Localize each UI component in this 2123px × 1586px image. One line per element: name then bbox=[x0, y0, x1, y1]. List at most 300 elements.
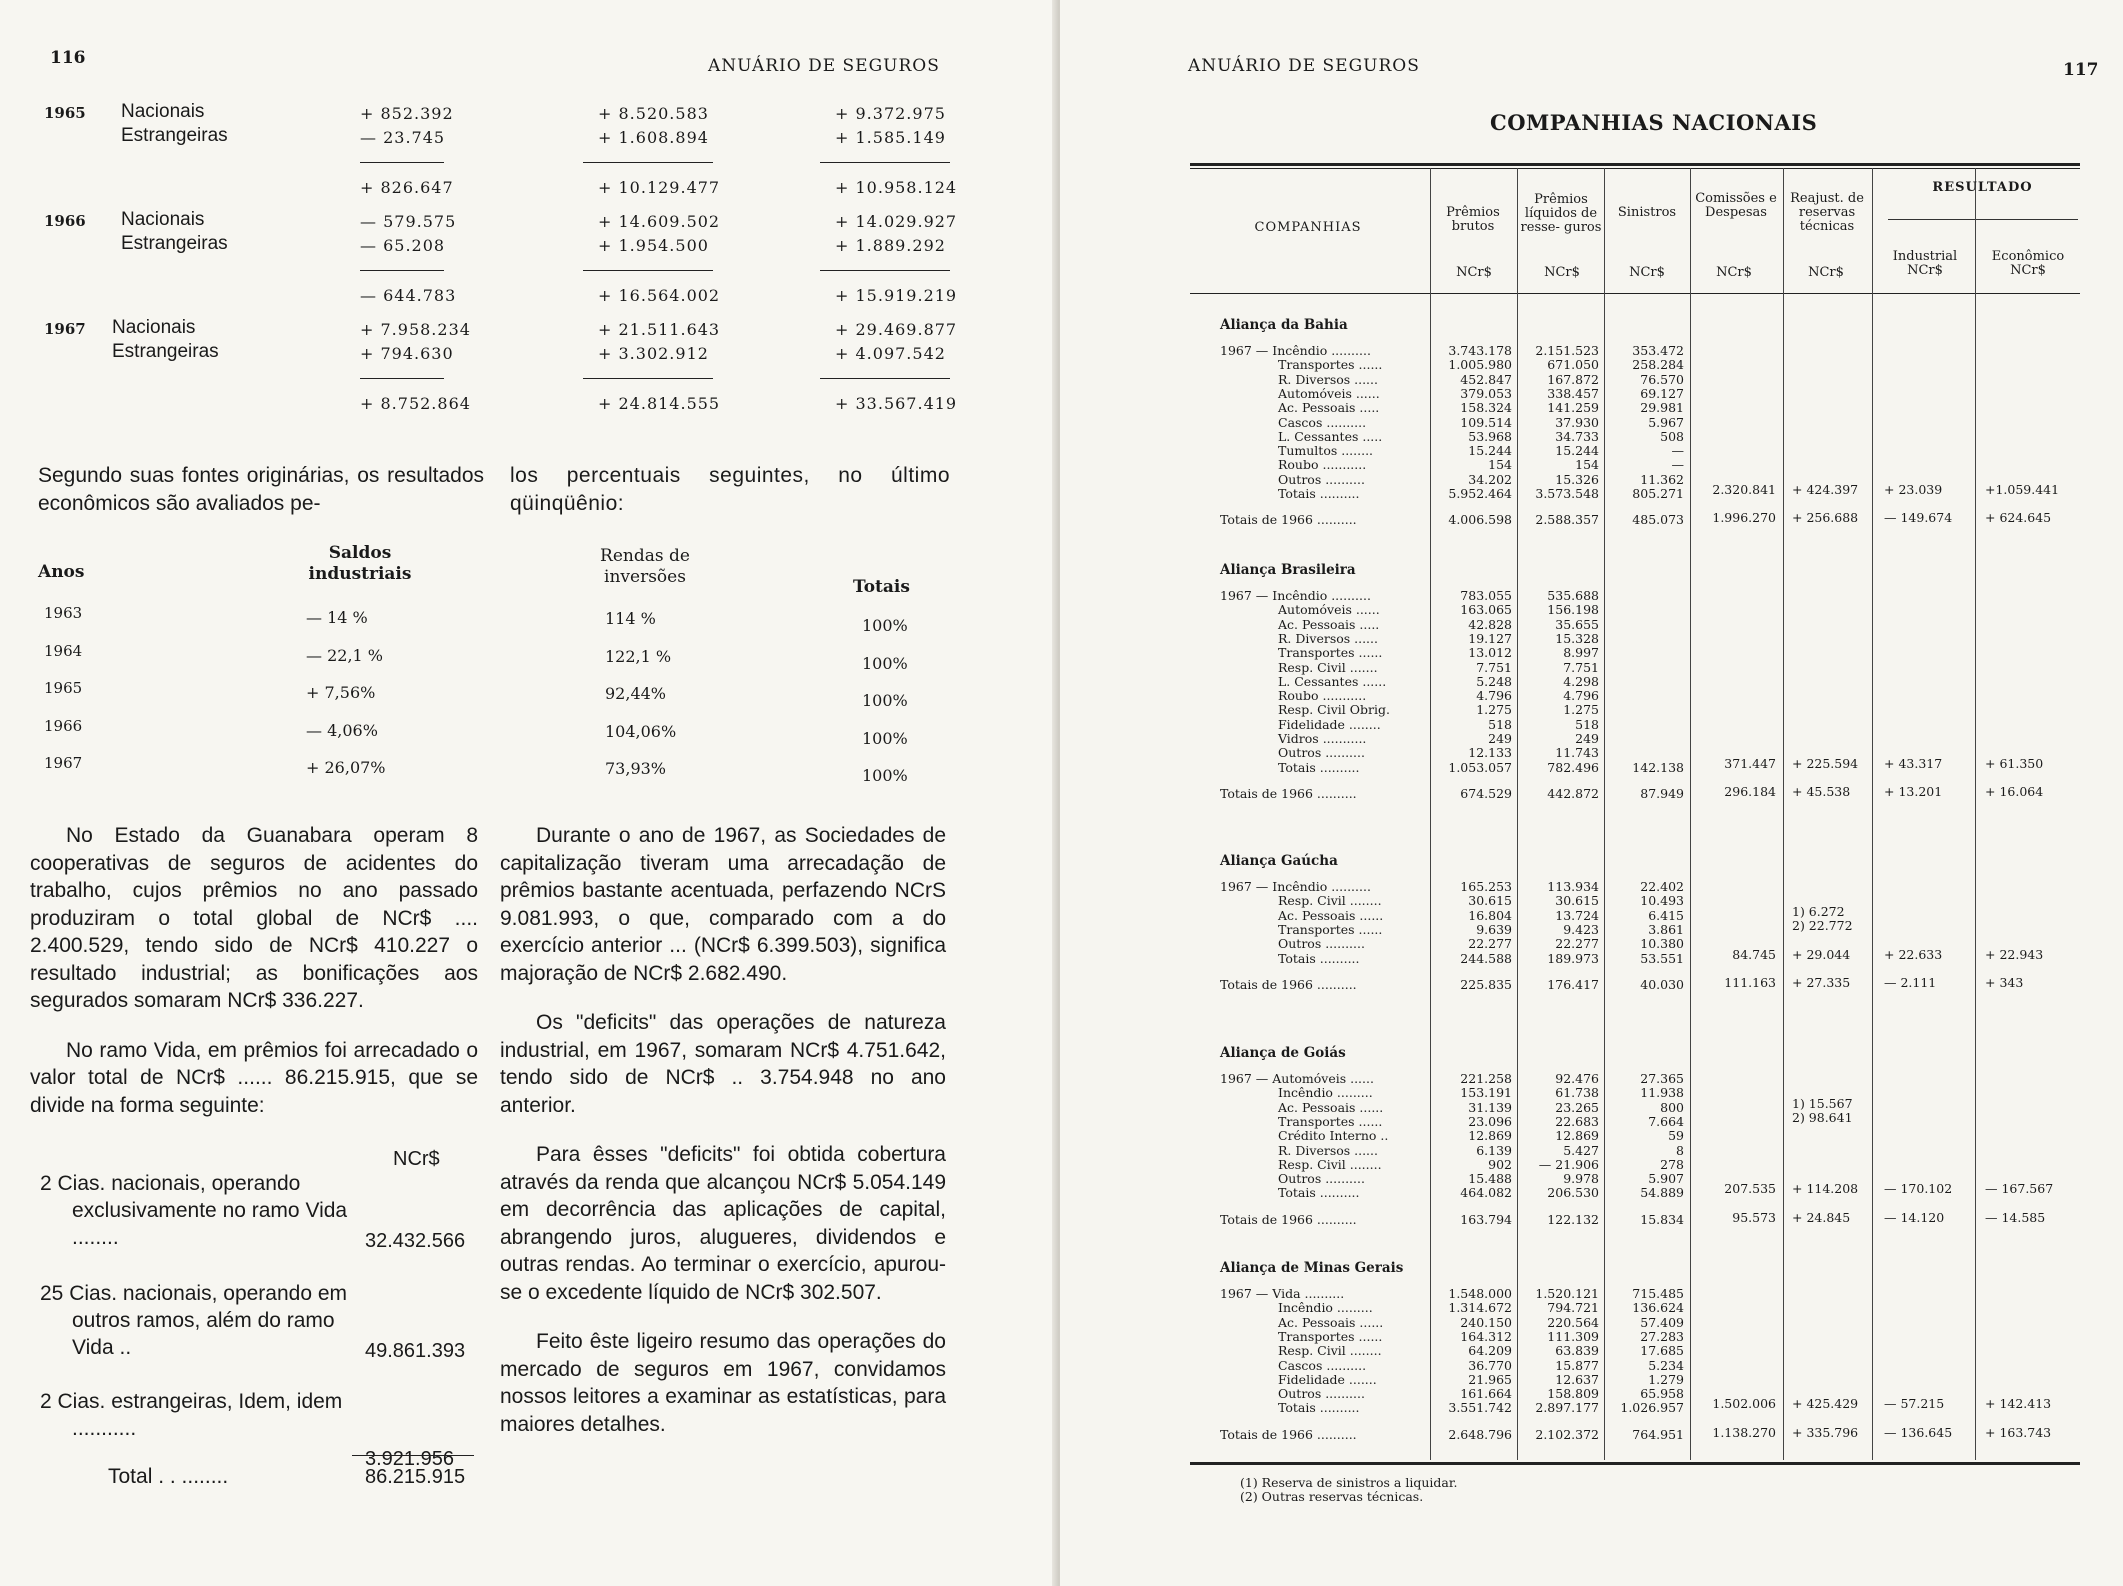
row-label: Nacionais bbox=[112, 317, 196, 338]
sinistros-cell: 508 bbox=[1660, 428, 1684, 444]
renda-cell: 104,06% bbox=[605, 721, 677, 741]
premios-brutos-cell: 23.096 bbox=[1468, 1113, 1512, 1129]
cell-value: + 14.609.502 bbox=[598, 212, 721, 231]
premios-liquidos-cell: 92.476 bbox=[1555, 1071, 1599, 1086]
premios-liquidos-cell: 2.588.357 bbox=[1535, 512, 1599, 528]
column-rule bbox=[1604, 168, 1605, 1460]
table-bottom-rule bbox=[1190, 1462, 2080, 1465]
column-rule bbox=[1517, 168, 1518, 1460]
header-anos: Anos bbox=[38, 562, 85, 582]
premios-brutos-cell: 15.244 bbox=[1468, 443, 1512, 459]
page-number: 116 bbox=[50, 48, 86, 68]
premios-brutos-cell: 31.139 bbox=[1468, 1099, 1512, 1115]
premios-liquidos-cell: 15.326 bbox=[1555, 471, 1599, 487]
vida-row-value: 3.921.956 bbox=[365, 1448, 454, 1470]
row-label: L. Cessantes ...... bbox=[1278, 673, 1387, 689]
row-label: Cascos .......... bbox=[1278, 414, 1367, 430]
industrial-cell: — 2.111 bbox=[1884, 974, 1937, 990]
sinistros-cell: 59 bbox=[1668, 1128, 1684, 1144]
comissoes-cell: 1.138.270 bbox=[1712, 1424, 1776, 1440]
row-label: Totais .......... bbox=[1278, 759, 1360, 775]
cell-value: + 4.097.542 bbox=[835, 344, 946, 363]
premios-brutos-cell: 783.055 bbox=[1460, 588, 1512, 603]
premios-liquidos-cell: 156.198 bbox=[1547, 602, 1599, 618]
economico-cell: + 142.413 bbox=[1985, 1396, 2052, 1412]
premios-brutos-cell: 464.082 bbox=[1460, 1185, 1512, 1201]
row-label: Ac. Pessoais ..... bbox=[1278, 400, 1380, 416]
page-title: COMPANHIAS NACIONAIS bbox=[1490, 110, 1818, 135]
reajust-cell: + 27.335 bbox=[1792, 974, 1851, 990]
row-label: Roubo ........... bbox=[1278, 688, 1367, 704]
premios-brutos-cell: 452.847 bbox=[1460, 371, 1512, 387]
row-label: Cascos .......... bbox=[1278, 1357, 1367, 1373]
row-label: R. Diversos ...... bbox=[1278, 630, 1378, 646]
sinistros-cell: 800 bbox=[1660, 1099, 1684, 1115]
premios-liquidos-cell: 13.724 bbox=[1555, 907, 1599, 923]
header-economico: Econômico NCr$ bbox=[1991, 249, 2065, 278]
premios-brutos-cell: 674.529 bbox=[1460, 785, 1512, 801]
premios-liquidos-cell: 518 bbox=[1575, 716, 1599, 732]
saldo-cell: + 7,56% bbox=[306, 683, 376, 702]
row-label: Estrangeiras bbox=[121, 233, 228, 254]
footnote: (1) Reserva de sinistros a liquidar. bbox=[1240, 1475, 1458, 1490]
premios-brutos-cell: 163.065 bbox=[1460, 602, 1512, 618]
comissoes-cell: 371.447 bbox=[1724, 755, 1776, 771]
row-label: Ac. Pessoais ...... bbox=[1278, 1314, 1384, 1330]
sinistros-cell: 8 bbox=[1676, 1142, 1684, 1158]
row-label: Resp. Civil ........ bbox=[1278, 1343, 1382, 1359]
reajust-cell: + 256.688 bbox=[1792, 510, 1859, 526]
running-head: ANUÁRIO DE SEGUROS bbox=[708, 56, 940, 76]
premios-brutos-cell: 240.150 bbox=[1460, 1314, 1512, 1330]
year-cell: 1966 bbox=[44, 716, 83, 735]
premios-brutos-cell: 30.615 bbox=[1468, 893, 1512, 909]
premios-liquidos-cell: 189.973 bbox=[1547, 950, 1599, 966]
ncr-pb: NCr$ bbox=[1456, 265, 1492, 280]
cell-value: + 1.889.292 bbox=[835, 236, 946, 255]
premios-liquidos-cell: 1.275 bbox=[1563, 702, 1599, 718]
economico-cell: — 14.585 bbox=[1985, 1209, 2046, 1225]
row-label: 1967 — Automóveis ...... bbox=[1220, 1071, 1374, 1086]
premios-brutos-cell: 7.751 bbox=[1476, 659, 1512, 675]
premios-brutos-cell: 2.648.796 bbox=[1448, 1426, 1512, 1442]
cell-value: + 1.608.894 bbox=[598, 128, 709, 147]
total-value: + 10.958.124 bbox=[835, 178, 958, 197]
sum-rule bbox=[820, 162, 950, 163]
sinistros-cell: 278 bbox=[1660, 1156, 1684, 1172]
premios-liquidos-cell: 5.427 bbox=[1563, 1142, 1599, 1158]
industrial-cell: — 170.102 bbox=[1884, 1181, 1953, 1197]
sinistros-cell: 11.938 bbox=[1640, 1085, 1684, 1101]
reajust-cell: + 335.796 bbox=[1792, 1424, 1859, 1440]
premios-brutos-cell: 42.828 bbox=[1468, 616, 1512, 632]
premios-brutos-cell: 1.314.672 bbox=[1448, 1300, 1512, 1316]
total-value: + 10.129.477 bbox=[598, 178, 721, 197]
premios-brutos-cell: 1.053.057 bbox=[1448, 759, 1512, 775]
vida-row-value: 49.861.393 bbox=[365, 1340, 466, 1362]
premios-liquidos-cell: 30.615 bbox=[1555, 893, 1599, 909]
sinistros-cell: 69.127 bbox=[1640, 385, 1684, 401]
premios-liquidos-cell: 2.897.177 bbox=[1535, 1400, 1599, 1416]
sinistros-cell: 29.981 bbox=[1640, 400, 1684, 416]
premios-brutos-cell: 902 bbox=[1488, 1156, 1512, 1172]
row-label: Nacionais bbox=[121, 209, 205, 230]
ncr-pl: NCr$ bbox=[1544, 265, 1580, 280]
cell-value: + 29.469.877 bbox=[835, 320, 958, 339]
sum-rule bbox=[583, 162, 713, 163]
sinistros-cell: 53.551 bbox=[1640, 950, 1684, 966]
intro-left: Segundo suas fontes originárias, os resultados econômicos são avaliados pe- bbox=[38, 464, 484, 515]
premios-brutos-cell: 225.835 bbox=[1460, 976, 1512, 992]
year-cell: 1967 bbox=[44, 754, 83, 772]
comissoes-cell: 296.184 bbox=[1724, 783, 1776, 799]
premios-liquidos-cell: 12.637 bbox=[1555, 1371, 1599, 1387]
row-label: Transportes ...... bbox=[1278, 645, 1383, 661]
company-name: Aliança da Bahia bbox=[1220, 317, 1348, 333]
reajust-cell: 2) 22.772 bbox=[1792, 917, 1853, 933]
premios-liquidos-cell: 11.743 bbox=[1555, 745, 1599, 761]
comissoes-cell: 1.996.270 bbox=[1712, 510, 1776, 526]
total-rule bbox=[352, 1455, 474, 1456]
premios-liquidos-cell: 249 bbox=[1575, 731, 1599, 746]
sinistros-cell: 17.685 bbox=[1640, 1343, 1684, 1359]
premios-brutos-cell: 221.258 bbox=[1460, 1071, 1512, 1086]
renda-cell: 114 % bbox=[605, 609, 656, 628]
premios-liquidos-cell: 535.688 bbox=[1547, 588, 1599, 603]
sinistros-cell: 27.283 bbox=[1640, 1328, 1684, 1344]
company-name: Aliança de Goiás bbox=[1220, 1045, 1346, 1061]
row-label: Roubo ........... bbox=[1278, 457, 1367, 473]
header-resultado: RESULTADO bbox=[1932, 180, 2033, 195]
sinistros-cell: 353.472 bbox=[1632, 343, 1684, 358]
table-top-rule-2 bbox=[1190, 168, 2080, 169]
premios-brutos-cell: 158.324 bbox=[1460, 400, 1512, 416]
sinistros-cell: 11.362 bbox=[1640, 471, 1684, 487]
company-name: Aliança Brasileira bbox=[1220, 562, 1356, 578]
sinistros-cell: 485.073 bbox=[1632, 512, 1684, 528]
resultado-rule bbox=[1888, 219, 2078, 220]
premios-liquidos-cell: 22.277 bbox=[1555, 936, 1599, 952]
premios-brutos-cell: 13.012 bbox=[1468, 645, 1512, 661]
premios-liquidos-cell: 167.872 bbox=[1547, 371, 1599, 387]
premios-brutos-cell: 109.514 bbox=[1460, 414, 1512, 430]
premios-brutos-cell: 12.133 bbox=[1468, 745, 1512, 761]
sinistros-cell: 5.234 bbox=[1648, 1357, 1684, 1373]
economico-cell: + 163.743 bbox=[1985, 1424, 2052, 1440]
cell-value: + 8.520.583 bbox=[598, 104, 709, 123]
premios-brutos-cell: 12.869 bbox=[1468, 1128, 1512, 1144]
row-label: L. Cessantes ..... bbox=[1278, 428, 1383, 444]
sinistros-cell: — bbox=[1671, 457, 1684, 473]
row-label: Outros .......... bbox=[1278, 745, 1365, 761]
row-label: Transportes ...... bbox=[1278, 1113, 1383, 1129]
header-premios-brutos: Prêmios brutos bbox=[1446, 205, 1500, 234]
row-label: 1967 — Incêndio .......... bbox=[1220, 343, 1371, 358]
saldo-cell: — 4,06% bbox=[306, 720, 378, 740]
column-rule bbox=[1690, 168, 1691, 1460]
premios-liquidos-cell: 154 bbox=[1575, 457, 1599, 473]
premios-brutos-cell: 5.248 bbox=[1476, 673, 1512, 689]
premios-liquidos-cell: 9.978 bbox=[1563, 1171, 1599, 1187]
year-cell: 1965 bbox=[44, 679, 83, 697]
reajust-cell: + 425.429 bbox=[1792, 1396, 1859, 1412]
row-label: Ac. Pessoais ..... bbox=[1278, 616, 1380, 632]
premios-brutos-cell: 1.005.980 bbox=[1448, 357, 1512, 373]
premios-liquidos-cell: 1.520.121 bbox=[1535, 1286, 1599, 1301]
row-label: Nacionais bbox=[121, 101, 205, 122]
row-label: Incêndio ......... bbox=[1278, 1085, 1373, 1101]
year-cell: 1964 bbox=[44, 641, 83, 660]
premios-liquidos-cell: 15.244 bbox=[1555, 443, 1599, 459]
premios-liquidos-cell: 111.309 bbox=[1547, 1328, 1599, 1344]
sinistros-cell: 87.949 bbox=[1640, 785, 1684, 801]
industrial-cell: — 57.215 bbox=[1884, 1396, 1945, 1412]
premios-liquidos-cell: 2.102.372 bbox=[1535, 1426, 1599, 1442]
header-bottom-rule bbox=[1190, 293, 2080, 294]
premios-brutos-cell: 22.277 bbox=[1468, 936, 1512, 952]
total-cell: 100% bbox=[862, 691, 908, 710]
reajust-cell: + 24.845 bbox=[1792, 1209, 1851, 1225]
ncr-si: NCr$ bbox=[1629, 265, 1665, 280]
sinistros-cell: 136.624 bbox=[1632, 1300, 1684, 1316]
column-rule bbox=[1783, 168, 1784, 1460]
left-page bbox=[0, 0, 1060, 1586]
premios-brutos-cell: 6.139 bbox=[1476, 1142, 1512, 1158]
economico-cell: + 22.943 bbox=[1985, 946, 2044, 962]
row-label: Totais .......... bbox=[1278, 1400, 1360, 1416]
comissoes-cell: 2.320.841 bbox=[1712, 482, 1776, 497]
total-value: + 8.752.864 bbox=[360, 394, 471, 413]
paragraph: No Estado da Guanabara operam 8 cooperativas de seguros de acidentes do trabalho, cujos prêmios no ano passado produziram o total global de NCr$ .... 2.400.529, tendo sido de NCr$ 410.227 o resultado industrial; as bonificações aos segurados somaram NCr$ 336.227. bbox=[30, 824, 478, 1012]
totals-1966-label: Totais de 1966 .......... bbox=[1220, 785, 1357, 801]
comissoes-cell: 1.502.006 bbox=[1712, 1396, 1776, 1412]
column-rule bbox=[1872, 168, 1873, 1460]
premios-liquidos-cell: 206.530 bbox=[1547, 1185, 1599, 1201]
premios-liquidos-cell: 35.655 bbox=[1555, 616, 1599, 632]
row-label: Outros .......... bbox=[1278, 471, 1365, 487]
row-label: 1967 — Incêndio .......... bbox=[1220, 879, 1371, 894]
sinistros-cell: 15.834 bbox=[1640, 1211, 1684, 1227]
premios-liquidos-cell: 34.733 bbox=[1555, 428, 1599, 444]
right-page bbox=[1060, 0, 2123, 1586]
premios-brutos-cell: 1.275 bbox=[1476, 702, 1512, 718]
company-name: Aliança de Minas Gerais bbox=[1220, 1260, 1404, 1276]
sinistros-cell: 10.493 bbox=[1640, 893, 1684, 909]
sinistros-cell: 715.485 bbox=[1632, 1286, 1684, 1301]
row-label: R. Diversos ...... bbox=[1278, 371, 1378, 387]
premios-liquidos-cell: 4.796 bbox=[1563, 688, 1599, 704]
reajust-cell: 2) 98.641 bbox=[1792, 1109, 1853, 1125]
sinistros-cell: 65.958 bbox=[1640, 1386, 1684, 1402]
sinistros-cell: 142.138 bbox=[1632, 759, 1684, 775]
totals-1966-label: Totais de 1966 .......... bbox=[1220, 1211, 1357, 1227]
vida-row-label: 2 Cias. estrangeiras, Idem, idem ........... bbox=[40, 1390, 343, 1440]
premios-brutos-cell: 518 bbox=[1488, 716, 1512, 732]
premios-brutos-cell: 249 bbox=[1488, 731, 1512, 746]
cell-value: — 579.575 bbox=[360, 212, 457, 231]
premios-liquidos-cell: — 21.906 bbox=[1538, 1156, 1599, 1172]
cell-value: + 14.029.927 bbox=[835, 212, 958, 231]
column-2-text bbox=[500, 822, 946, 1460]
premios-brutos-cell: 21.965 bbox=[1468, 1371, 1512, 1387]
cell-value: + 1.954.500 bbox=[598, 236, 709, 255]
sum-rule bbox=[360, 162, 444, 163]
paragraph: Feito êste ligeiro resumo das operações do mercado de seguros em 1967, convidamos nossos leitores a examinar as estatísticas, para maiores detalhes. bbox=[500, 1330, 946, 1436]
premios-brutos-cell: 161.664 bbox=[1460, 1386, 1512, 1402]
premios-liquidos-cell: 220.564 bbox=[1547, 1314, 1599, 1330]
total-value: + 16.564.002 bbox=[598, 286, 721, 305]
paragraph: Os "deficits" das operações de natureza industrial, em 1967, somaram NCr$ 4.751.642, tendo sido de NCr$ .. 3.754.948 no ano anterior. bbox=[500, 1011, 946, 1117]
sinistros-cell: 5.967 bbox=[1648, 414, 1684, 430]
sinistros-cell: 40.030 bbox=[1640, 976, 1684, 992]
sinistros-cell: 57.409 bbox=[1640, 1314, 1684, 1330]
renda-cell: 92,44% bbox=[605, 684, 667, 703]
comissoes-cell: 207.535 bbox=[1724, 1181, 1776, 1197]
row-label: 1967 — Vida .......... bbox=[1220, 1286, 1345, 1301]
row-label: Outros .......... bbox=[1278, 1171, 1365, 1187]
sinistros-cell: 54.889 bbox=[1640, 1185, 1684, 1201]
comissoes-cell: 111.163 bbox=[1724, 974, 1776, 990]
year-label: 1965 bbox=[44, 104, 86, 122]
vida-total-label: Total . . ........ bbox=[108, 1465, 229, 1488]
cell-value: — 23.745 bbox=[360, 128, 446, 147]
sinistros-cell: 76.570 bbox=[1640, 371, 1684, 387]
sinistros-cell: 258.284 bbox=[1632, 357, 1684, 373]
table-top-rule bbox=[1190, 163, 2080, 166]
sinistros-cell: — bbox=[1671, 443, 1684, 459]
saldo-cell: + 26,07% bbox=[306, 758, 386, 777]
cell-value: + 1.585.149 bbox=[835, 128, 946, 147]
sinistros-cell: 1.026.957 bbox=[1620, 1400, 1684, 1416]
premios-liquidos-cell: 61.738 bbox=[1555, 1085, 1599, 1101]
row-label: Transportes ...... bbox=[1278, 921, 1383, 937]
row-label: Outros .......... bbox=[1278, 936, 1365, 952]
column-1-text bbox=[30, 822, 478, 1141]
premios-brutos-cell: 15.488 bbox=[1468, 1171, 1512, 1187]
total-cell: 100% bbox=[862, 653, 908, 673]
row-label: Incêndio ......... bbox=[1278, 1300, 1373, 1316]
premios-brutos-cell: 153.191 bbox=[1460, 1085, 1512, 1101]
row-label: Estrangeiras bbox=[121, 125, 228, 146]
sum-rule bbox=[360, 378, 444, 379]
sinistros-cell: 22.402 bbox=[1640, 879, 1684, 894]
saldo-cell: — 14 % bbox=[306, 608, 368, 627]
premios-brutos-cell: 19.127 bbox=[1468, 630, 1512, 646]
sinistros-cell: 27.365 bbox=[1640, 1071, 1684, 1086]
premios-liquidos-cell: 8.997 bbox=[1563, 645, 1599, 661]
premios-brutos-cell: 154 bbox=[1488, 457, 1512, 473]
industrial-cell: — 14.120 bbox=[1884, 1209, 1945, 1225]
header-reajust: Reajust. de reservas técnicas bbox=[1790, 191, 1864, 234]
industrial-cell: — 149.674 bbox=[1884, 510, 1953, 526]
cell-value: — 65.208 bbox=[360, 236, 446, 255]
economico-cell: + 61.350 bbox=[1985, 755, 2044, 771]
page-number: 117 bbox=[2063, 60, 2099, 80]
column-rule bbox=[1430, 168, 1431, 1460]
sum-rule bbox=[360, 270, 444, 271]
premios-liquidos-cell: 158.809 bbox=[1547, 1386, 1599, 1402]
header-comissoes: Comissões e Despesas bbox=[1695, 191, 1777, 220]
sum-rule bbox=[583, 378, 713, 379]
totals-1966-label: Totais de 1966 .......... bbox=[1220, 976, 1357, 992]
cell-value: + 3.302.912 bbox=[598, 344, 709, 363]
row-label: Totais .......... bbox=[1278, 486, 1360, 501]
premios-liquidos-cell: 442.872 bbox=[1547, 785, 1599, 801]
paragraph: Para êsses "deficits" foi obtida cobertura através da renda que alcançou NCr$ 5.054.149 em decorrência das aplicações de capital, abrangendo juros, alugueres, dividendos e outras rendas. Ao terminar o exercício, apurou-se o excedente líquido de NCr$ 302.507. bbox=[500, 1143, 946, 1304]
year-cell: 1963 bbox=[44, 604, 83, 622]
intro-right: los percentuais seguintes, no último qüinqüênio: bbox=[510, 464, 950, 515]
totals-1966-label: Totais de 1966 .......... bbox=[1220, 1426, 1357, 1442]
running-head: ANUÁRIO DE SEGUROS bbox=[1188, 56, 1420, 76]
premios-liquidos-cell: 141.259 bbox=[1547, 400, 1599, 416]
premios-brutos-cell: 163.794 bbox=[1460, 1211, 1512, 1227]
header-premios-liquidos: Prêmios líquidos de resse- guros bbox=[1520, 192, 1602, 235]
premios-liquidos-cell: 3.573.548 bbox=[1535, 486, 1599, 501]
row-label: R. Diversos ...... bbox=[1278, 1142, 1378, 1158]
economico-cell: + 16.064 bbox=[1985, 783, 2044, 799]
cell-value: + 7.958.234 bbox=[360, 320, 471, 339]
premios-liquidos-cell: 338.457 bbox=[1547, 385, 1599, 401]
total-value: — 644.783 bbox=[360, 286, 457, 305]
row-label: Resp. Civil Obrig. bbox=[1278, 702, 1390, 718]
total-value: + 24.814.555 bbox=[598, 394, 721, 413]
row-label: Totais .......... bbox=[1278, 1185, 1360, 1201]
year-label: 1966 bbox=[44, 212, 86, 230]
reajust-cell: + 114.208 bbox=[1792, 1181, 1859, 1197]
premios-liquidos-cell: 782.496 bbox=[1547, 759, 1599, 775]
row-label: Resp. Civil ........ bbox=[1278, 1156, 1382, 1172]
premios-brutos-cell: 3.743.178 bbox=[1448, 343, 1512, 358]
vida-row-label: 25 Cias. nacionais, operando em outros ramos, além do ramo Vida .. bbox=[40, 1282, 348, 1359]
industrial-cell: + 23.039 bbox=[1884, 482, 1943, 497]
reajust-cell: 1) 15.567 bbox=[1792, 1095, 1853, 1111]
renda-cell: 73,93% bbox=[605, 759, 667, 778]
premios-liquidos-cell: 37.930 bbox=[1555, 414, 1599, 430]
premios-liquidos-cell: 794.721 bbox=[1547, 1300, 1599, 1316]
industrial-cell: + 22.633 bbox=[1884, 946, 1943, 962]
premios-liquidos-cell: 9.423 bbox=[1563, 921, 1599, 937]
header-sinistros: Sinistros bbox=[1617, 205, 1677, 220]
premios-liquidos-cell: 12.869 bbox=[1555, 1128, 1599, 1144]
sum-rule bbox=[583, 270, 713, 271]
premios-liquidos-cell: 176.417 bbox=[1547, 976, 1599, 992]
premios-liquidos-cell: 671.050 bbox=[1547, 357, 1599, 373]
row-label: Tumultos ........ bbox=[1278, 443, 1374, 459]
header-saldos: Saldos industriais bbox=[308, 543, 412, 584]
reajust-cell: + 29.044 bbox=[1792, 946, 1851, 962]
premios-brutos-cell: 9.639 bbox=[1476, 921, 1512, 937]
total-value: + 826.647 bbox=[360, 178, 454, 197]
premios-brutos-cell: 3.551.742 bbox=[1448, 1400, 1512, 1416]
premios-brutos-cell: 5.952.464 bbox=[1448, 486, 1512, 501]
cell-value: + 852.392 bbox=[360, 104, 454, 123]
economico-cell: +1.059.441 bbox=[1985, 482, 2060, 497]
total-cell: 100% bbox=[862, 728, 908, 748]
sinistros-cell: 3.861 bbox=[1648, 921, 1684, 937]
cell-value: + 794.630 bbox=[360, 344, 454, 363]
cell-value: + 9.372.975 bbox=[835, 104, 946, 123]
sum-rule bbox=[820, 378, 950, 379]
ncr-cd: NCr$ bbox=[1716, 265, 1752, 280]
economico-cell: + 624.645 bbox=[1985, 510, 2052, 526]
header-companhias: COMPANHIAS bbox=[1254, 220, 1362, 235]
row-label: Estrangeiras bbox=[112, 341, 219, 362]
totals-1966-label: Totais de 1966 .......... bbox=[1220, 512, 1357, 528]
premios-brutos-cell: 244.588 bbox=[1460, 950, 1512, 966]
premios-brutos-cell: 4.796 bbox=[1476, 688, 1512, 704]
economico-cell: — 167.567 bbox=[1985, 1181, 2054, 1197]
total-value: + 15.919.219 bbox=[835, 286, 958, 305]
